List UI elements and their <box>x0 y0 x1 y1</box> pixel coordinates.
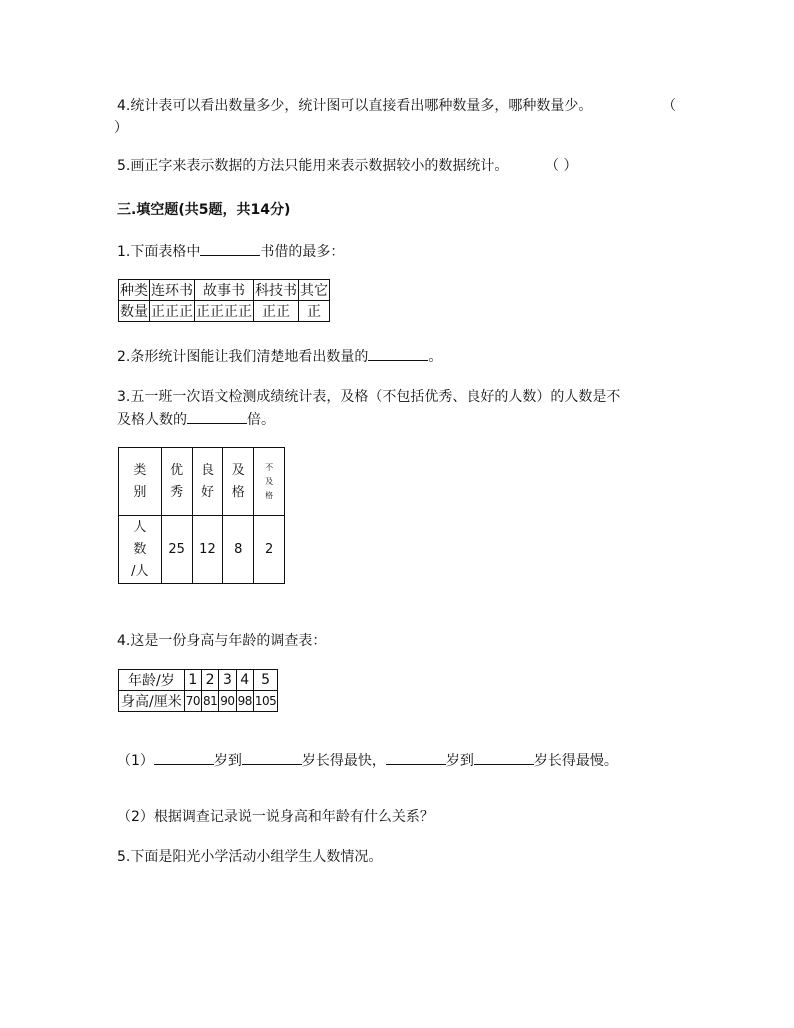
judge-q4-text: 4.统计表可以看出数量多少，统计图可以直接看出哪种数量多，哪种数量少。 <box>117 98 593 114</box>
table-cell: 正正正正 <box>195 301 254 322</box>
table-cell: 种类 <box>119 280 150 301</box>
height-age-table <box>118 669 278 712</box>
judge-q5 <box>117 155 508 175</box>
table-cell: 及 格 <box>223 448 254 516</box>
table-cell: 2 <box>254 516 285 584</box>
table-cell: 科技书 <box>254 280 299 301</box>
scores-table-header-row <box>119 448 285 516</box>
fill2-blank[interactable] <box>368 345 428 361</box>
books-table-data-row <box>119 301 330 322</box>
table-cell: 8 <box>223 516 254 584</box>
table-cell: 良 好 <box>192 448 223 516</box>
table-cell: 2 <box>202 670 219 691</box>
judge-q5-text: 5.画正字来表示数据的方法只能用来表示数据较小的数据统计。 <box>117 158 509 174</box>
fill4-sub2: （2）根据调查记录说一说身高和年龄有什么关系？ <box>117 809 434 825</box>
fill3-blank[interactable] <box>187 408 247 424</box>
judge-q4-paren-close: ） <box>114 120 128 136</box>
fill4-intro: 4.这是一份身高与年龄的调查表： <box>117 633 327 649</box>
table-cell: 4 <box>236 670 253 691</box>
judge-q4 <box>117 95 592 115</box>
fill4-blank-1[interactable] <box>154 749 214 765</box>
table-cell: 不 及 格 <box>254 448 285 516</box>
fill4-blank-2[interactable] <box>242 749 302 765</box>
table-cell: 数量 <box>119 301 150 322</box>
fill3-question-line1: 3.五一班一次语文检测成绩统计表，及格（不包括优秀、良好的人数）的人数是不 <box>117 389 621 405</box>
fill2-question: 2.条形统计图能让我们清楚地看出数量的 。 <box>117 345 442 366</box>
table-cell: 正 <box>299 301 330 322</box>
fill5-question: 5.下面是阳光小学活动小组学生人数情况。 <box>117 849 383 865</box>
table-cell: 正正正 <box>150 301 195 322</box>
judge-q4-paren-open: （ <box>662 98 676 114</box>
table-cell: 81 <box>202 691 219 712</box>
judge-q5-paren: （ ） <box>545 158 578 174</box>
books-table-header-row <box>119 280 330 301</box>
table-cell: 12 <box>192 516 223 584</box>
table-cell: 3 <box>219 670 236 691</box>
table-cell: 类 别 <box>119 448 162 516</box>
fill3-question-line2: 及格人数的 倍。 <box>117 408 275 429</box>
fill1-blank[interactable] <box>200 240 260 256</box>
table-cell: 105 <box>253 691 277 712</box>
books-table <box>118 279 330 322</box>
fill4-blank-3[interactable] <box>386 749 446 765</box>
fill4-blank-4[interactable] <box>474 749 534 765</box>
table-cell: 人 数 /人 <box>119 516 162 584</box>
table-cell: 正正 <box>254 301 299 322</box>
table-cell: 优 秀 <box>161 448 192 516</box>
table-cell: 25 <box>161 516 192 584</box>
table-cell: 90 <box>219 691 236 712</box>
section-title: 三.填空题(共5题，共14分) <box>117 202 291 218</box>
table-cell: 连环书 <box>150 280 195 301</box>
scores-table-data-row <box>119 516 285 584</box>
table-cell: 5 <box>253 670 277 691</box>
table-cell: 身高/厘米 <box>119 691 185 712</box>
height-age-table-heights-row <box>119 691 278 712</box>
fill4-sub1: （1） 岁到 岁长得最快， 岁到 岁长得最慢。 <box>117 749 618 770</box>
table-cell: 故事书 <box>195 280 254 301</box>
scores-table <box>118 447 285 584</box>
table-cell: 年龄/岁 <box>119 670 185 691</box>
table-cell: 98 <box>236 691 253 712</box>
fill1-question: 1.下面表格中 书借的最多： <box>117 240 344 261</box>
table-cell: 1 <box>184 670 201 691</box>
table-cell: 70 <box>184 691 201 712</box>
height-age-table-ages-row <box>119 670 278 691</box>
table-cell: 其它 <box>299 280 330 301</box>
